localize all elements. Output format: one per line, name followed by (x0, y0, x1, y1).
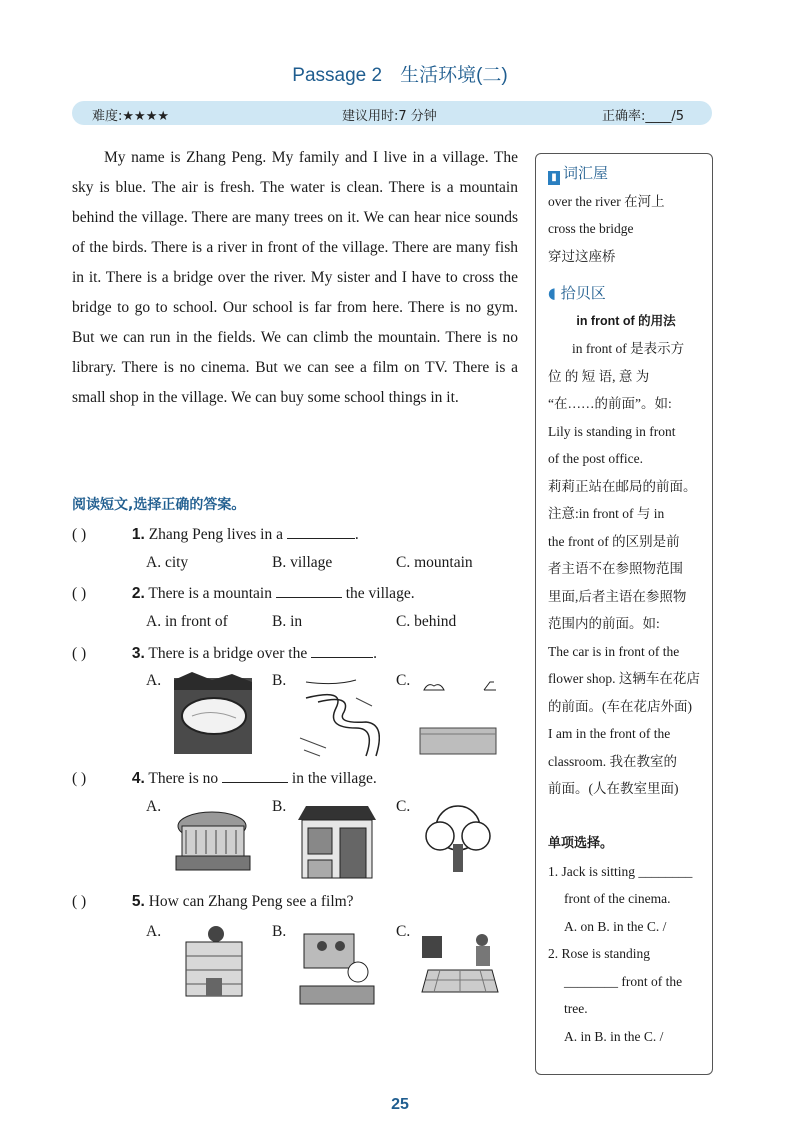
sea-water (420, 728, 496, 754)
tips-line: classroom. 我在教室的 (548, 753, 677, 769)
tree-crown-left (426, 822, 454, 850)
tips-line: the front of 的区别是前 (548, 533, 680, 549)
passage-paragraph: My name is Zhang Peng. My family and I live in a village. The sky is blue. The air is fresh. The water is clean. There is a mountain behind the village. There are many trees on it. We can hear nice sounds of the birds. There is a river in front of the village. There are many fish in it. There is a bridge over the river. My sister and I have to cross the bridge to go to school. Our school is far from here. There is no gym. But we can run in the fields. We can climb the mountain. There is no library. There is no cinema. But we can see a film on TV. There is a small shop in the village. We can buy some school things in it. (72, 149, 518, 406)
exercise-option[interactable]: A. in B. in the C. / (564, 1028, 664, 1044)
time-label: 建议用时:7 分钟 (342, 109, 437, 124)
cinema-door (206, 978, 222, 996)
exercise-line: tree. (564, 1001, 588, 1016)
exercise-line: front of the cinema. (564, 891, 671, 906)
shell-icon: ◖ (548, 284, 556, 302)
answer-paren[interactable]: ( ) (72, 770, 87, 787)
tree-picture[interactable] (420, 800, 496, 876)
passage-label: Passage 2 (292, 65, 383, 86)
tips-line: flower shop. 这辆车在花店 (548, 671, 700, 686)
answer-paren[interactable]: ( ) (72, 645, 87, 662)
question-4 (72, 768, 377, 788)
option-c[interactable]: C. (396, 672, 411, 689)
gym-base (176, 856, 250, 870)
bird-icon (484, 682, 496, 690)
lake-water (182, 698, 246, 734)
option-a[interactable]: A. (146, 923, 162, 940)
vocab-item: over the river 在河上 (548, 193, 665, 209)
tips-section (548, 280, 704, 803)
page-title (0, 60, 800, 87)
question-text: There is a bridge over the (148, 645, 308, 662)
tips-line: 范围内的前面。如: (548, 616, 660, 631)
option-c[interactable]: C. behind (396, 613, 457, 630)
library-window (308, 828, 332, 854)
tips-line: 前面。(人在教室里面) (548, 781, 679, 796)
library-shelf (308, 860, 332, 878)
question-text-post: in the village. (291, 770, 377, 787)
answer-paren[interactable]: ( ) (72, 893, 87, 910)
vocab-item: cross the bridge (548, 221, 634, 236)
question-number: 5. (131, 893, 145, 910)
tips-line: in front of 是表示方 (572, 341, 685, 356)
tips-line: 莉莉正站在邮局的前面。 (548, 478, 697, 494)
lake-trees (174, 672, 252, 690)
answer-blank (311, 643, 373, 658)
question-number: 4. (131, 770, 145, 787)
topic-label: 生活环境(二) (400, 65, 508, 86)
gym-wall (182, 826, 244, 856)
tv-icon (422, 936, 442, 958)
lake-picture[interactable] (172, 670, 254, 756)
tips-heading (548, 280, 704, 308)
tree-trunk (453, 844, 463, 872)
option-a[interactable]: A. (146, 798, 162, 815)
tips-body (548, 335, 704, 803)
tips-line: 位 的 短 语, 意 为 (548, 368, 650, 384)
vocab-section (548, 160, 704, 270)
passage-text (72, 143, 518, 413)
tips-subtitle: in front of 的用法 (576, 313, 676, 328)
question-number: 1. (131, 526, 145, 543)
question-text: How can Zhang Peng see a film? (148, 893, 354, 910)
tips-line: 者主语不在参照物范围 (548, 561, 683, 576)
question-text: There is a mountain (148, 585, 272, 602)
question-text: There is no (148, 770, 219, 787)
tips-line: Lily is standing in front (548, 423, 676, 439)
library-picture[interactable] (296, 800, 378, 880)
question-text-post: . (354, 526, 359, 543)
answer-blank (287, 524, 355, 539)
question-number: 2. (131, 585, 145, 602)
tips-line: 的前面。(车在花店外面) (548, 698, 692, 714)
exercise-line: 1. Jack is sitting ________ (548, 863, 693, 879)
exercise-line: ________ front of the (564, 973, 683, 989)
answer-blank (222, 768, 288, 783)
option-c[interactable]: C. mountain (396, 554, 473, 571)
option-b[interactable]: B. (272, 923, 287, 940)
question-text-post: the village. (345, 585, 415, 602)
answer-paren[interactable]: ( ) (72, 585, 87, 602)
tips-line: of the post office. (548, 451, 643, 466)
option-a[interactable]: A. city (146, 554, 189, 571)
tips-line: “在……的前面”。如: (548, 396, 672, 411)
option-b[interactable]: B. village (272, 554, 333, 571)
tips-line: 注意:in front of 与 in (548, 506, 665, 521)
question-text-post: . (373, 645, 377, 662)
info-bar (72, 101, 712, 125)
river-picture[interactable] (296, 678, 380, 758)
cloud-icon (424, 685, 444, 690)
desk (300, 986, 374, 1004)
vocab-title: 词汇屋 (563, 164, 609, 182)
viewer-head (348, 962, 368, 982)
question-2 (72, 583, 415, 603)
cinema-sign (208, 926, 224, 942)
viewer-head (476, 934, 488, 946)
option-a[interactable]: A. (146, 672, 162, 689)
tips-line: 里面,后者主语在参照物 (548, 588, 687, 604)
people-watching-picture[interactable] (296, 924, 378, 1006)
option-b[interactable]: B. (272, 798, 287, 815)
viewer-body (476, 946, 490, 966)
tips-line: The car is in front of the (548, 643, 680, 659)
tips-title: 拾贝区 (560, 284, 606, 302)
tv-room-picture[interactable] (420, 930, 500, 998)
river-hills (306, 680, 356, 684)
tree-crown-right (462, 822, 490, 850)
river-bank-left (306, 695, 369, 756)
option-b[interactable]: B. in (272, 613, 303, 630)
answer-blank (276, 583, 342, 598)
person-on-screen-2 (335, 941, 345, 951)
option-a[interactable]: A. in front of (146, 613, 228, 630)
library-door (340, 828, 366, 878)
vocab-item: 穿过这座桥 (548, 248, 616, 264)
library-roof (298, 806, 376, 820)
exercise-title: 单项选择。 (548, 836, 614, 851)
tips-line: I am in the front of the (548, 726, 671, 741)
gym-picture[interactable] (172, 800, 254, 876)
question-1 (72, 524, 359, 544)
exercise-line: 2. Rose is standing (548, 946, 651, 961)
question-instruction: 阅读短文,选择正确的答案。 (72, 497, 246, 513)
question-5 (72, 893, 354, 911)
vocab-heading (548, 160, 704, 188)
sea-picture[interactable] (418, 676, 498, 756)
side-notes-box (535, 153, 713, 1075)
exercise-body (548, 858, 704, 1051)
book-icon: ▮ (548, 171, 560, 185)
cinema-building-picture[interactable] (172, 924, 252, 1000)
question-number: 3. (131, 645, 145, 662)
exercise-section (548, 830, 704, 1050)
difficulty-label: 难度:★★★★ (92, 109, 169, 124)
option-c[interactable]: C. (396, 923, 411, 940)
answer-paren[interactable]: ( ) (72, 526, 87, 543)
page-number: 25 (391, 1096, 409, 1113)
screen (304, 934, 354, 968)
accuracy-label: 正确率:____/5 (602, 109, 685, 124)
exercise-option[interactable]: A. on B. in the C. / (564, 918, 667, 934)
question-text: Zhang Peng lives in a (148, 526, 283, 543)
option-c[interactable]: C. (396, 798, 411, 815)
question-3 (72, 643, 377, 663)
option-b[interactable]: B. (272, 672, 287, 689)
person-on-screen (317, 941, 327, 951)
